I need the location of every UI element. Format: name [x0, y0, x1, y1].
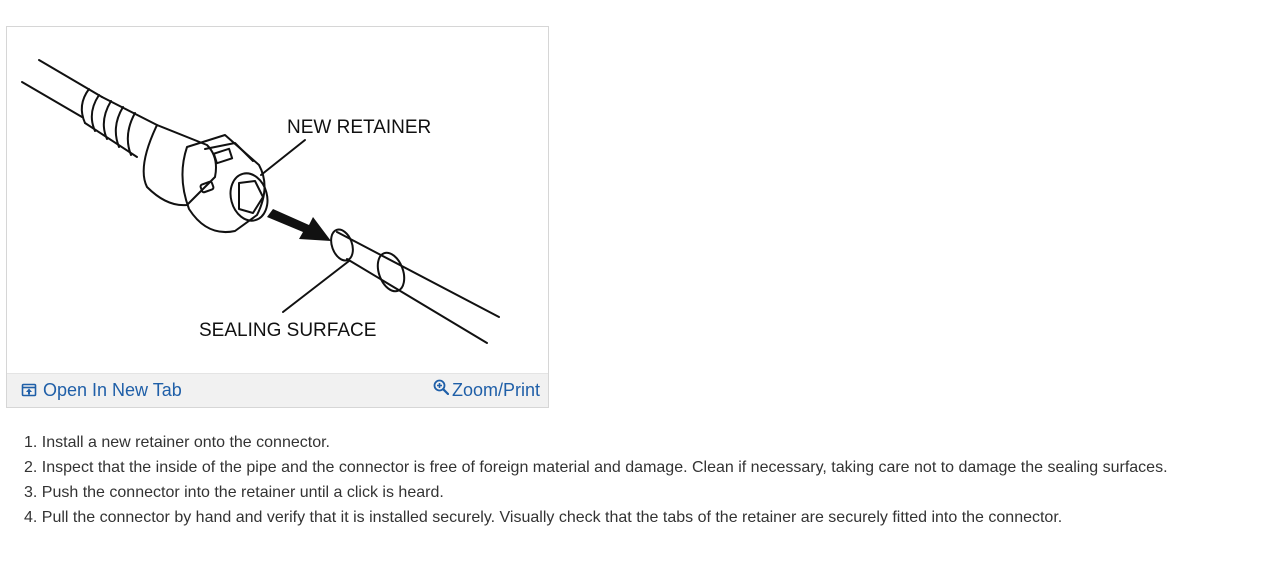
rib-4 — [116, 107, 123, 147]
step-text: Install a new retainer onto the connector. — [41, 434, 330, 451]
retainer-window — [214, 149, 232, 163]
pipe-upper-edge — [337, 232, 499, 317]
figure-card — [6, 26, 549, 408]
side-tab — [200, 181, 214, 193]
open-in-new-tab-label: Open In New Tab — [43, 380, 182, 400]
step-number: 4. — [24, 509, 38, 526]
push-arrow — [267, 209, 331, 241]
zoom-print-link[interactable] — [433, 379, 540, 401]
step-text: Inspect that the inside of the pipe and the connector is free of foreign material and damage. Clean if necessary, taking care not to damage the sealing surfaces. — [41, 459, 1168, 476]
connector-opening — [225, 169, 272, 225]
step-2 — [6, 455, 1246, 480]
step-3 — [6, 480, 1246, 505]
step-text: Pull the connector by hand and verify that it is installed securely. Visually check that the tabs of the retainer are securely fitted into the connector. — [41, 509, 1063, 526]
rib-1 — [82, 89, 89, 123]
magnifier-plus-icon — [433, 379, 449, 395]
pipe-end — [327, 227, 357, 264]
label-new-retainer: NEW RETAINER — [287, 117, 432, 138]
connector-body — [144, 125, 216, 205]
hose-upper-edge — [39, 60, 102, 97]
rib-top-edge — [102, 97, 157, 125]
label-sealing-surface: SEALING SURFACE — [199, 320, 377, 341]
rib-2 — [92, 95, 99, 131]
hose-lower-edge — [22, 82, 82, 117]
rib-5 — [128, 113, 135, 155]
step-number: 2. — [24, 459, 38, 476]
pipe-bead — [373, 249, 409, 295]
rib-3 — [104, 101, 111, 139]
sealing-leader — [283, 261, 349, 312]
step-1 — [6, 430, 1246, 455]
step-number: 3. — [24, 484, 38, 501]
zoom-print-label: Zoom/Print — [451, 380, 540, 400]
retainer-leader — [261, 140, 305, 175]
figure-toolbar — [7, 373, 548, 407]
instruction-steps — [6, 430, 1246, 530]
step-4 — [6, 505, 1246, 530]
open-in-new-tab-link[interactable] — [21, 379, 182, 401]
connector-illustration — [7, 27, 548, 373]
step-text: Push the connector into the retainer until a click is heard. — [41, 484, 444, 501]
open-in-new-tab-icon — [21, 382, 37, 398]
step-number: 1. — [24, 434, 38, 451]
